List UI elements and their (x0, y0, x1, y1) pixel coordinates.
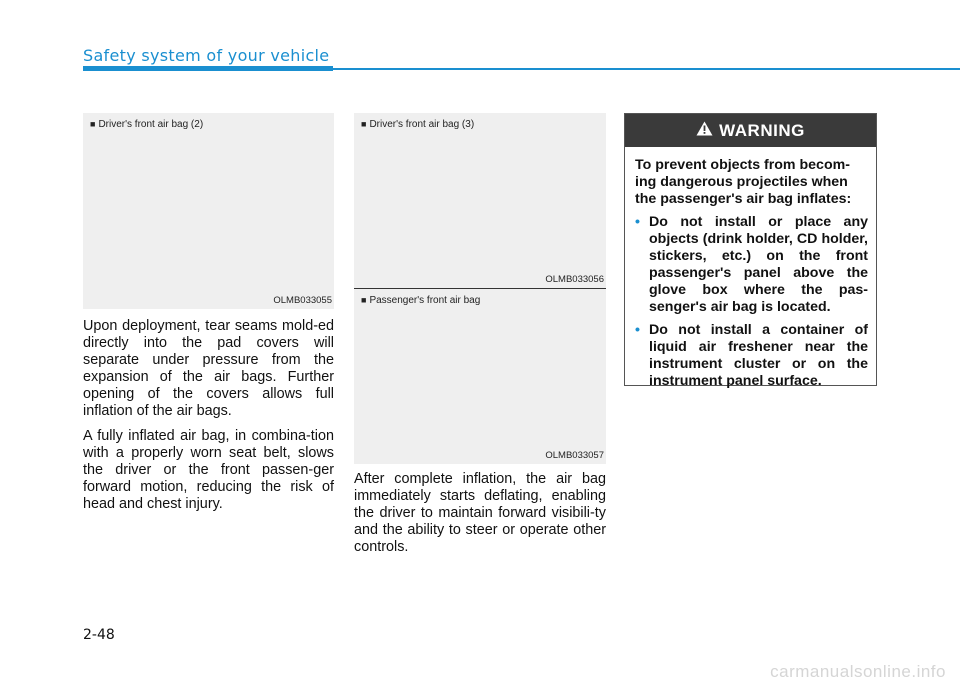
header-rule-thick (83, 66, 333, 71)
figure-code: OLMB033057 (545, 450, 604, 461)
body-paragraph: A fully inflated air bag, in combina-tion with a properly worn seat belt, slows the driver or the front passen-ger forward motion, reducing the risk of head and chest injury. (83, 428, 334, 512)
caption-marker: ■ (361, 295, 367, 305)
header-rule-thin (333, 68, 960, 70)
warning-intro: To prevent objects from becom-ing dangerous projectiles when the passenger's air bag inflates: (635, 157, 852, 207)
bullet: • (635, 214, 640, 230)
body-paragraph: Upon deployment, tear seams mold-ed directly into the pad covers will separate under pressure from the expansion of the air bags. Further opening of the covers allows full inflation of the air bags. (83, 318, 334, 419)
warning-title: WARNING (719, 120, 805, 140)
figure-passengers-air-bag (354, 288, 606, 464)
bullet: • (635, 322, 640, 338)
figure-drivers-air-bag-3 (354, 113, 606, 288)
body-paragraph: After complete inflation, the air bag immediately starts deflating, enabling the driver to maintain forward visibili-ty and the ability to steer or operate other controls. (354, 471, 606, 555)
figure-code: OLMB033055 (273, 295, 332, 306)
figure-drivers-air-bag-2 (83, 113, 334, 309)
caption-marker: ■ (361, 119, 367, 129)
warning-item: • Do not install a container of liquid air freshener near the instrument cluster or on the instrument panel surface. (635, 322, 868, 389)
warning-triangle-icon (696, 121, 713, 141)
watermark: carmanualsonline.info (770, 662, 946, 681)
warning-header (625, 114, 876, 147)
figure-caption: ■ Driver's front air bag (3) (361, 119, 475, 130)
section-header-title: Safety system of your vehicle (83, 46, 330, 65)
figure-caption: ■ Passenger's front air bag (361, 295, 481, 306)
column2-text (354, 471, 606, 564)
warning-list (635, 214, 868, 390)
warning-item: • Do not install or place any objects (drink holder, CD holder, stickers, etc.) on the front passenger's panel above the glove box where the pas-senger's air bag is located. (635, 214, 868, 315)
page-number: 2-48 (83, 627, 115, 643)
figure-code: OLMB033056 (545, 274, 604, 285)
figure-caption: ■ Driver's front air bag (2) (90, 119, 204, 130)
column1-text (83, 318, 334, 521)
warning-body (625, 147, 876, 390)
caption-marker: ■ (90, 119, 96, 129)
warning-box (624, 113, 877, 389)
